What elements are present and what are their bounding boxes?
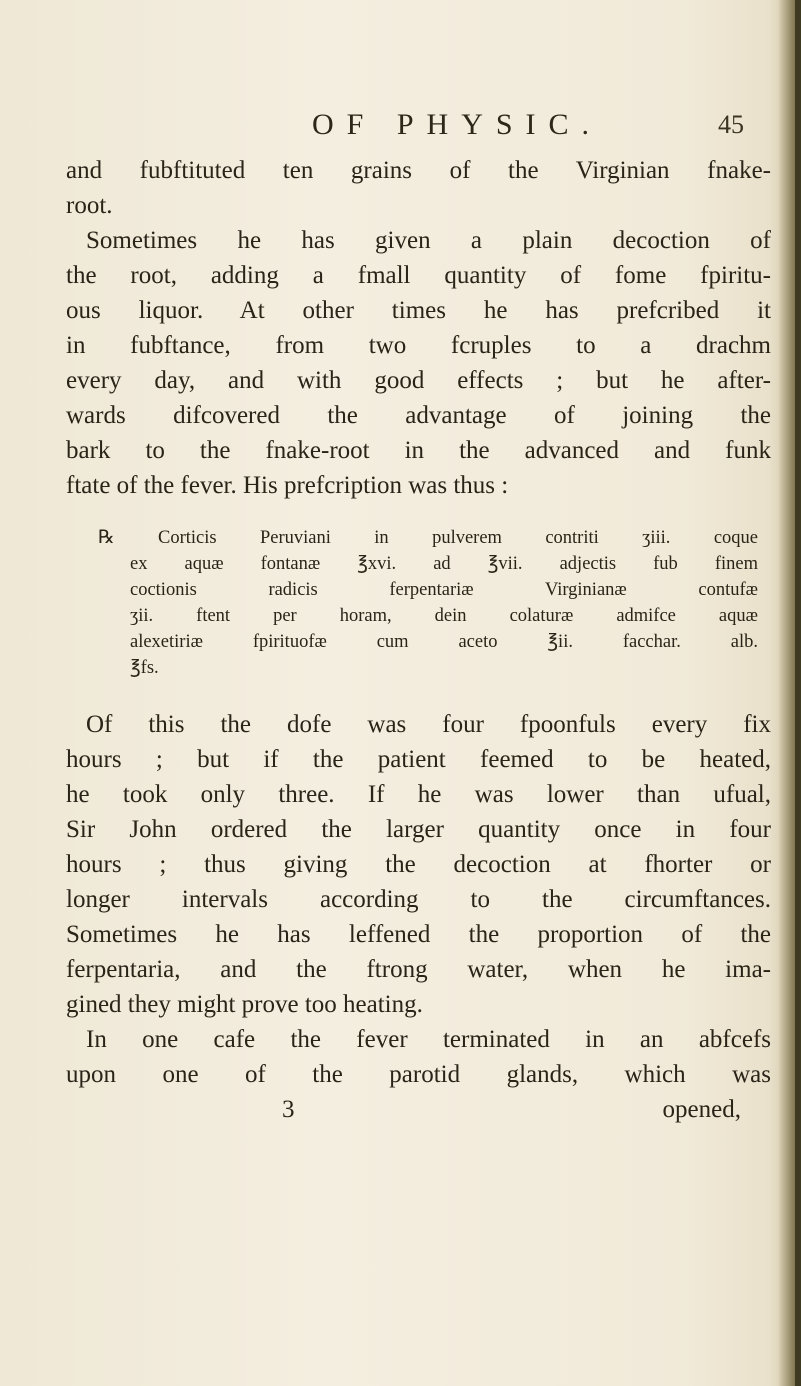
page-number: 45 bbox=[718, 110, 744, 139]
text-line: Of this the dofe was four fpoonfuls every fix bbox=[86, 711, 771, 738]
text-line: upon one of the parotid glands, which was bbox=[66, 1061, 771, 1088]
text-line: ftate of the fever. His prefcription was thus : bbox=[66, 472, 509, 499]
text-line: ferpentaria, and the ftrong water, when he ima- bbox=[66, 956, 771, 983]
text-line: Sometimes he has given a plain decoction of bbox=[86, 227, 771, 254]
catchword: opened, bbox=[662, 1096, 741, 1123]
binding-shadow bbox=[795, 0, 801, 1386]
text-line: bark to the fnake-root in the advanced and funk bbox=[66, 437, 771, 464]
running-head bbox=[0, 108, 801, 148]
page-footer bbox=[66, 1092, 771, 1127]
text-line: Sir John ordered the larger quantity once in four bbox=[66, 816, 771, 843]
text-line: root. bbox=[66, 192, 113, 219]
prescription-line: ℞ Corticis Peruviani in pulverem contriti ʒiii. coque bbox=[98, 528, 758, 548]
prescription-line: ℥fs. bbox=[130, 658, 159, 678]
text-line: in fubftance, from two fcruples to a drachm bbox=[66, 332, 771, 359]
body-text bbox=[66, 153, 771, 1127]
text-line: hours ; thus giving the decoction at fhorter or bbox=[66, 851, 771, 878]
prescription-line: alexetiriæ fpirituofæ cum aceto ℥ii. facchar. alb. bbox=[130, 632, 758, 652]
text-line: gined they might prove too heating. bbox=[66, 991, 423, 1018]
prescription-block bbox=[98, 525, 758, 681]
text-line: he took only three. If he was lower than ufual, bbox=[66, 781, 771, 808]
text-line: ous liquor. At other times he has prefcribed it bbox=[66, 297, 771, 324]
text-line: In one cafe the fever terminated in an abfcefs bbox=[86, 1026, 771, 1053]
text-line: every day, and with good effects ; but he after- bbox=[66, 367, 771, 394]
signature-mark: 3 bbox=[282, 1096, 295, 1123]
text-line: longer intervals according to the circumftances. bbox=[66, 886, 771, 913]
text-line: the root, adding a fmall quantity of fome fpiritu- bbox=[66, 262, 771, 289]
text-line: hours ; but if the patient feemed to be heated, bbox=[66, 746, 771, 773]
text-line: Sometimes he has leffened the proportion of the bbox=[66, 921, 771, 948]
running-head-title: OF PHYSIC. bbox=[312, 108, 603, 141]
prescription-line: coctionis radicis ferpentariæ Virginianæ contufæ bbox=[130, 580, 758, 600]
text-line: and fubftituted ten grains of the Virginian fnake- bbox=[66, 157, 771, 184]
prescription-line: ex aquæ fontanæ ℥xvi. ad ℥vii. adjectis fub finem bbox=[130, 554, 758, 574]
prescription-line: ʒii. ftent per horam, dein colaturæ admifce aquæ bbox=[130, 606, 758, 626]
text-line: wards difcovered the advantage of joining the bbox=[66, 402, 771, 429]
